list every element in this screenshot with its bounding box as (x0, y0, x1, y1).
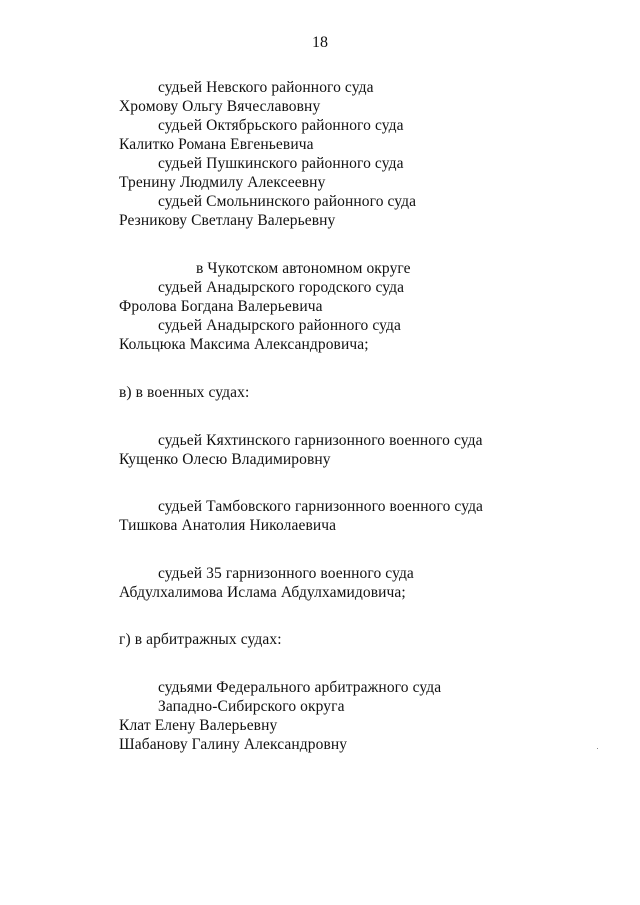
scan-speck (597, 748, 598, 749)
judge-name-trenina: Тренину Людмилу Алексеевну (119, 174, 326, 191)
judge-name-klat: Клат Елену Валерьевну (119, 717, 278, 734)
region-heading-chukotka: в Чукотском автономном округе (196, 260, 411, 277)
court-line-garrison-35: судьей 35 гарнизонного военного суда (158, 565, 414, 582)
judge-name-abdulkhalimov: Абдулхалимова Ислама Абдулхамидовича; (119, 584, 406, 601)
page-number: 18 (312, 34, 328, 51)
judge-name-khromova: Хромову Ольгу Вячеславовну (119, 98, 321, 115)
judge-name-shabanova: Шабанову Галину Александровну (119, 736, 348, 753)
judge-name-kalitko: Калитко Романа Евгеньевича (119, 136, 314, 153)
court-line-anadyr-district: судьей Анадырского районного суда (158, 317, 401, 334)
judge-name-kushchenko: Кущенко Олесю Владимировну (119, 451, 331, 468)
judge-name-frolov: Фролова Богдана Валерьевича (119, 298, 323, 315)
court-line-tambov: судьей Тамбовского гарнизонного военного суда (158, 498, 484, 515)
court-line-oktyabrsky: судьей Октябрьского районного суда (158, 117, 404, 134)
court-line-anadyr-city: судьей Анадырского городского суда (158, 279, 405, 296)
court-line-west-siberian: Западно-Сибирского округа (158, 698, 345, 715)
section-heading-arbitration: г) в арбитражных судах: (119, 631, 282, 648)
court-line-kyakhta: судьей Кяхтинского гарнизонного военного суда (158, 432, 483, 449)
court-line-smolninsky: судьей Смольнинского районного суда (158, 193, 417, 210)
judge-name-koltsyuk: Кольцюка Максима Александровича; (119, 336, 369, 353)
judge-name-tishkov: Тишкова Анатолия Николаевича (119, 517, 337, 534)
section-heading-military: в) в военных судах: (119, 384, 250, 401)
court-line-nevsky: судьей Невского районного суда (158, 79, 374, 96)
judge-name-reznikova: Резникову Светлану Валерьевну (119, 212, 336, 229)
court-line-federal-arbitration: судьями Федерального арбитражного суда (158, 679, 442, 696)
court-line-pushkinsky: судьей Пушкинского районного суда (158, 155, 404, 172)
